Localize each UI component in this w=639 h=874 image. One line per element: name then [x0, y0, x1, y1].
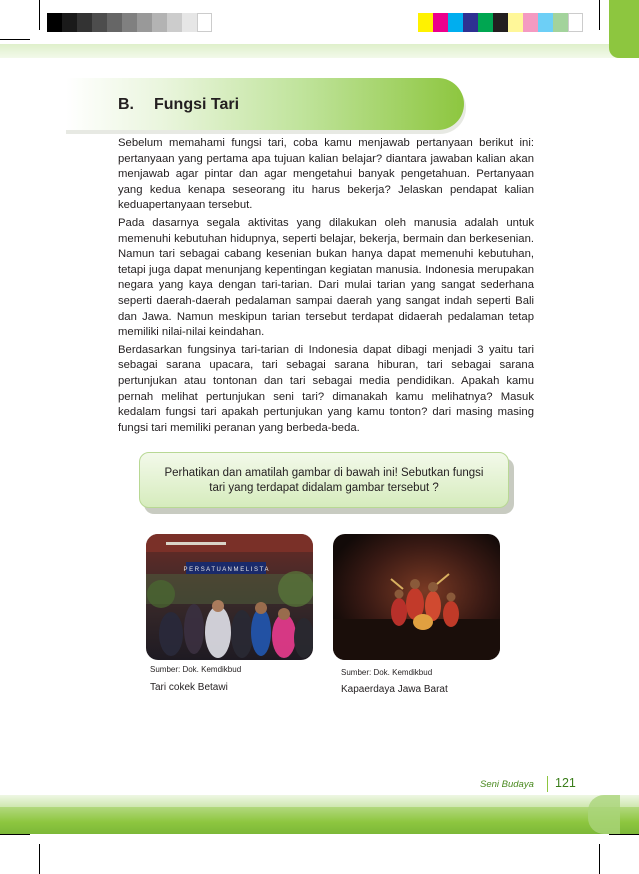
instruction-line: tari yang terdapat didalam gambar tersebut ? — [209, 482, 439, 494]
calibration-bar-grayscale — [47, 13, 212, 32]
photo-banner-text: P E R S A T U A N M E L I S T A — [183, 567, 269, 573]
instruction-box — [139, 452, 509, 508]
bottom-decor-band-highlight — [0, 795, 639, 807]
calibration-swatch — [478, 13, 493, 32]
figure-source: Sumber: Dok. Kemdikbud — [341, 668, 433, 677]
figure-title: Kapaerdaya Jawa Barat — [341, 684, 448, 695]
calibration-swatch — [47, 13, 62, 32]
crop-mark — [599, 844, 600, 874]
calibration-swatch — [508, 13, 523, 32]
top-decor-strip — [0, 44, 639, 58]
photo-stage-image — [333, 534, 500, 660]
photo-crowd-image — [146, 534, 313, 660]
crop-mark — [609, 834, 639, 835]
calibration-swatch — [197, 13, 212, 32]
body-text — [118, 136, 534, 438]
bottom-decor-curl — [588, 795, 620, 834]
footer-subject: Seni Budaya — [480, 779, 534, 790]
instruction-line: Perhatikan dan amatilah gambar di bawah ini! Sebutkan fungsi — [164, 467, 484, 479]
calibration-swatch — [448, 13, 463, 32]
photo-tari-cokek — [146, 534, 313, 660]
footer-divider — [547, 776, 548, 792]
calibration-swatch — [167, 13, 182, 32]
calibration-swatch — [137, 13, 152, 32]
crop-mark — [39, 844, 40, 874]
page-number: 121 — [555, 776, 576, 790]
figure-title: Tari cokek Betawi — [150, 682, 228, 693]
paragraph: Sebelum memahami fungsi tari, coba kamu menjawab pertanyaan berikut ini: pertanyaan yang pertama apa tujuan kalian belajar? diantara jawaban kalian akan menjawab agar pintar dan agar mengetahui banyak pengetahuan. Pertanyaan yang kedua kenapa seseorang itu harus bekerja? Jelaskan pendapat kalian keduapertanyaan tersebut. — [118, 137, 534, 212]
calibration-swatch — [152, 13, 167, 32]
crop-mark — [599, 0, 600, 30]
calibration-swatch — [523, 13, 538, 32]
calibration-swatch — [77, 13, 92, 32]
photo-kapaerdaya — [333, 534, 500, 660]
section-title-text: Fungsi Tari — [154, 96, 240, 113]
top-decor-band — [609, 0, 639, 58]
crop-mark — [0, 39, 30, 40]
calibration-swatch — [568, 13, 583, 32]
calibration-bar-color — [418, 13, 583, 32]
calibration-swatch — [62, 13, 77, 32]
calibration-swatch — [92, 13, 107, 32]
crop-mark — [39, 0, 40, 30]
figure-source: Sumber: Dok. Kemdikbud — [150, 665, 242, 674]
calibration-swatch — [182, 13, 197, 32]
calibration-swatch — [538, 13, 553, 32]
calibration-swatch — [553, 13, 568, 32]
calibration-swatch — [493, 13, 508, 32]
paragraph: Pada dasarnya segala aktivitas yang dilakukan oleh manusia adalah untuk memenuhi kebutuhan hidupnya, seperti belajar, bekerja, bermain dan berkesenian. Namun tari sebagai cabang kesenian bukan hanya dapat memenuhi kebutuhan, tetapi juga dapat menunjang kepentingan kegiatan manusia. Indonesia merupakan negara yang kaya dengan tari-tarian. Dari mulai tarian yang sangat sederhana seperti daerah-daerah pedalaman sampai daerah yang sangat indah seperti Bali dan Jawa. Namun meskipun tarian tersebut terdapat didaerah pedalaman tetap memiliki nilai-nilai keindahan. — [118, 216, 534, 339]
section-number: B. — [118, 96, 134, 113]
calibration-swatch — [418, 13, 433, 32]
paragraph: Berdasarkan fungsinya tari-tarian di Indonesia dapat dibagi menjadi 3 yaitu tari sebagai sarana upacara, tari sebagai sarana hiburan, tari sebagai sarana pertunjukan atau tontonan dan tari sebagai media pendidikan. Apakah kamu pernah melihat pertunjukan seni tari? dimanakah kamu melihatnya? Masuk kedalam fungsi tari apakah pertunjukan yang kamu tonton? dari masing masing fungsi tari memiliki peranan yang berbeda-beda. — [118, 343, 534, 434]
calibration-swatch — [107, 13, 122, 32]
section-title — [118, 96, 239, 114]
crop-mark — [0, 834, 30, 835]
calibration-swatch — [122, 13, 137, 32]
calibration-swatch — [433, 13, 448, 32]
calibration-swatch — [463, 13, 478, 32]
